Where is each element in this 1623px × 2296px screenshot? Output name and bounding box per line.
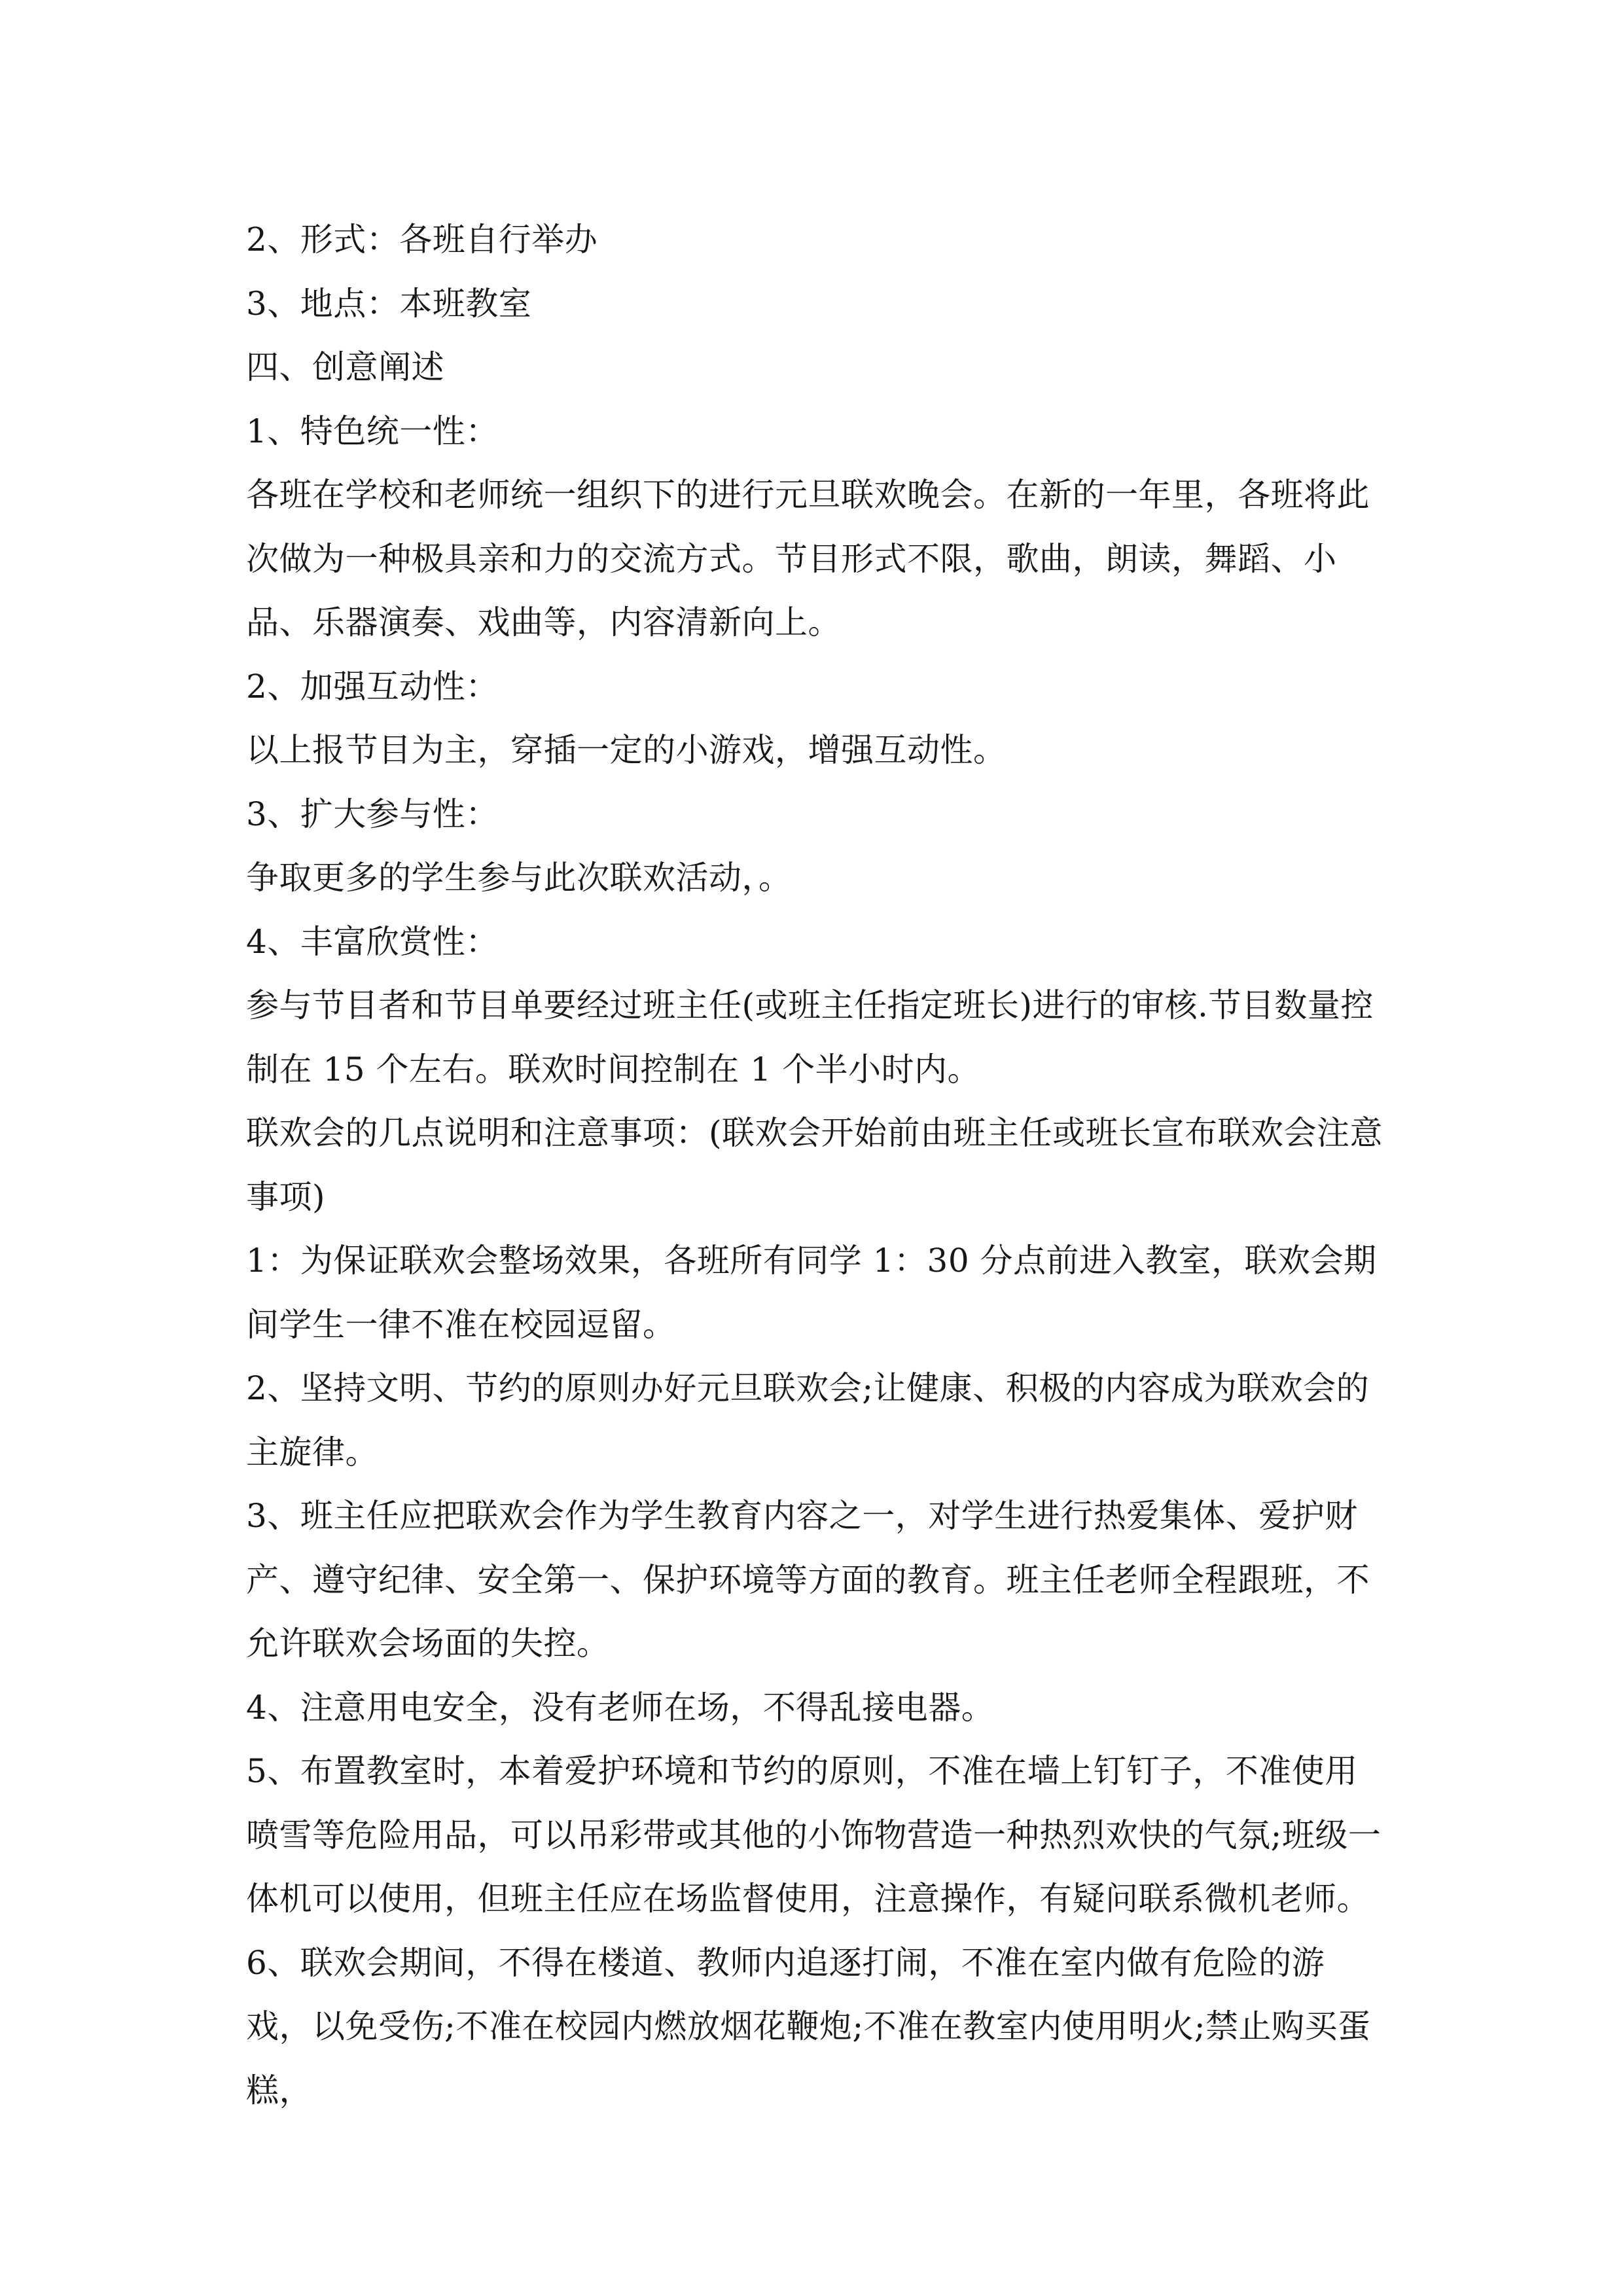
subheading-interaction: 2、加强互动性： xyxy=(246,667,499,706)
subheading-appreciation: 4、丰富欣赏性： xyxy=(246,922,499,961)
paragraph-note-6: 6、联欢会期间，不得在楼道、教师内追逐打闹，不准在室内做有危险的游戏，以免受伤;不准在校园内燃放烟花鞭炮;不准在教室内使用明火;禁止购买蛋糕， xyxy=(246,1943,1371,2109)
paragraph-note-3: 3、班主任应把联欢会作为学生教育内容之一，对学生进行热爱集体、爱护财产、遵守纪律、安全第一、保护环境等方面的教育。班主任老师全程跟班，不允许联欢会场面的失控。 xyxy=(246,1497,1370,1662)
paragraph-unity-text: 各班在学校和老师统一组织下的进行元旦联欢晚会。在新的一年里，各班将此次做为一种极具亲和力的交流方式。节目形式不限，歌曲，朗读，舞蹈、小品、乐器演奏、戏曲等，内容清新向上。 xyxy=(246,476,1370,641)
paragraph-note-1: 1：为保证联欢会整场效果，各班所有同学 1：30 分点前进入教室，联欢会期间学生一律不准在校园逗留。 xyxy=(246,1242,1377,1344)
section-heading-creative: 四、创意阐述 xyxy=(246,348,444,386)
paragraph-note-5: 5、布置教室时，本着爱护环境和节约的原则，不准在墙上钉钉子，不准使用喷雪等危险用品，可以吊彩带或其他的小饰物营造一种热烈欢快的气氛;班级一体机可以使用，但班主任应在场监督使用，注意操作，有疑问联系微机老师。 xyxy=(246,1752,1382,1918)
paragraph-participation-text: 争取更多的学生参与此次联欢活动，。 xyxy=(246,859,792,897)
paragraph-notes-intro: 联欢会的几点说明和注意事项：(联欢会开始前由班主任或班长宣布联欢会注意事项) xyxy=(246,1114,1383,1216)
paragraph-note-2: 2、坚持文明、节约的原则办好元旦联欢会;让健康、积极的内容成为联欢会的主旋律。 xyxy=(246,1369,1370,1471)
subheading-unity: 1、特色统一性： xyxy=(246,412,499,450)
paragraph-appreciation-text: 参与节目者和节目单要经过班主任(或班主任指定班长)进行的审核.节目数量控制在 15 个左右。联欢时间控制在 1 个半小时内。 xyxy=(246,986,1374,1088)
paragraph-location: 3、地点：本班教室 xyxy=(246,284,532,323)
paragraph-form: 2、形式：各班自行举办 xyxy=(246,221,598,259)
document-body xyxy=(246,208,1385,2123)
paragraph-interaction-text: 以上报节目为主，穿插一定的小游戏，增强互动性。 xyxy=(246,731,1007,769)
paragraph-note-4: 4、注意用电安全，没有老师在场，不得乱接电器。 xyxy=(246,1688,995,1727)
subheading-participation: 3、扩大参与性： xyxy=(246,795,499,833)
